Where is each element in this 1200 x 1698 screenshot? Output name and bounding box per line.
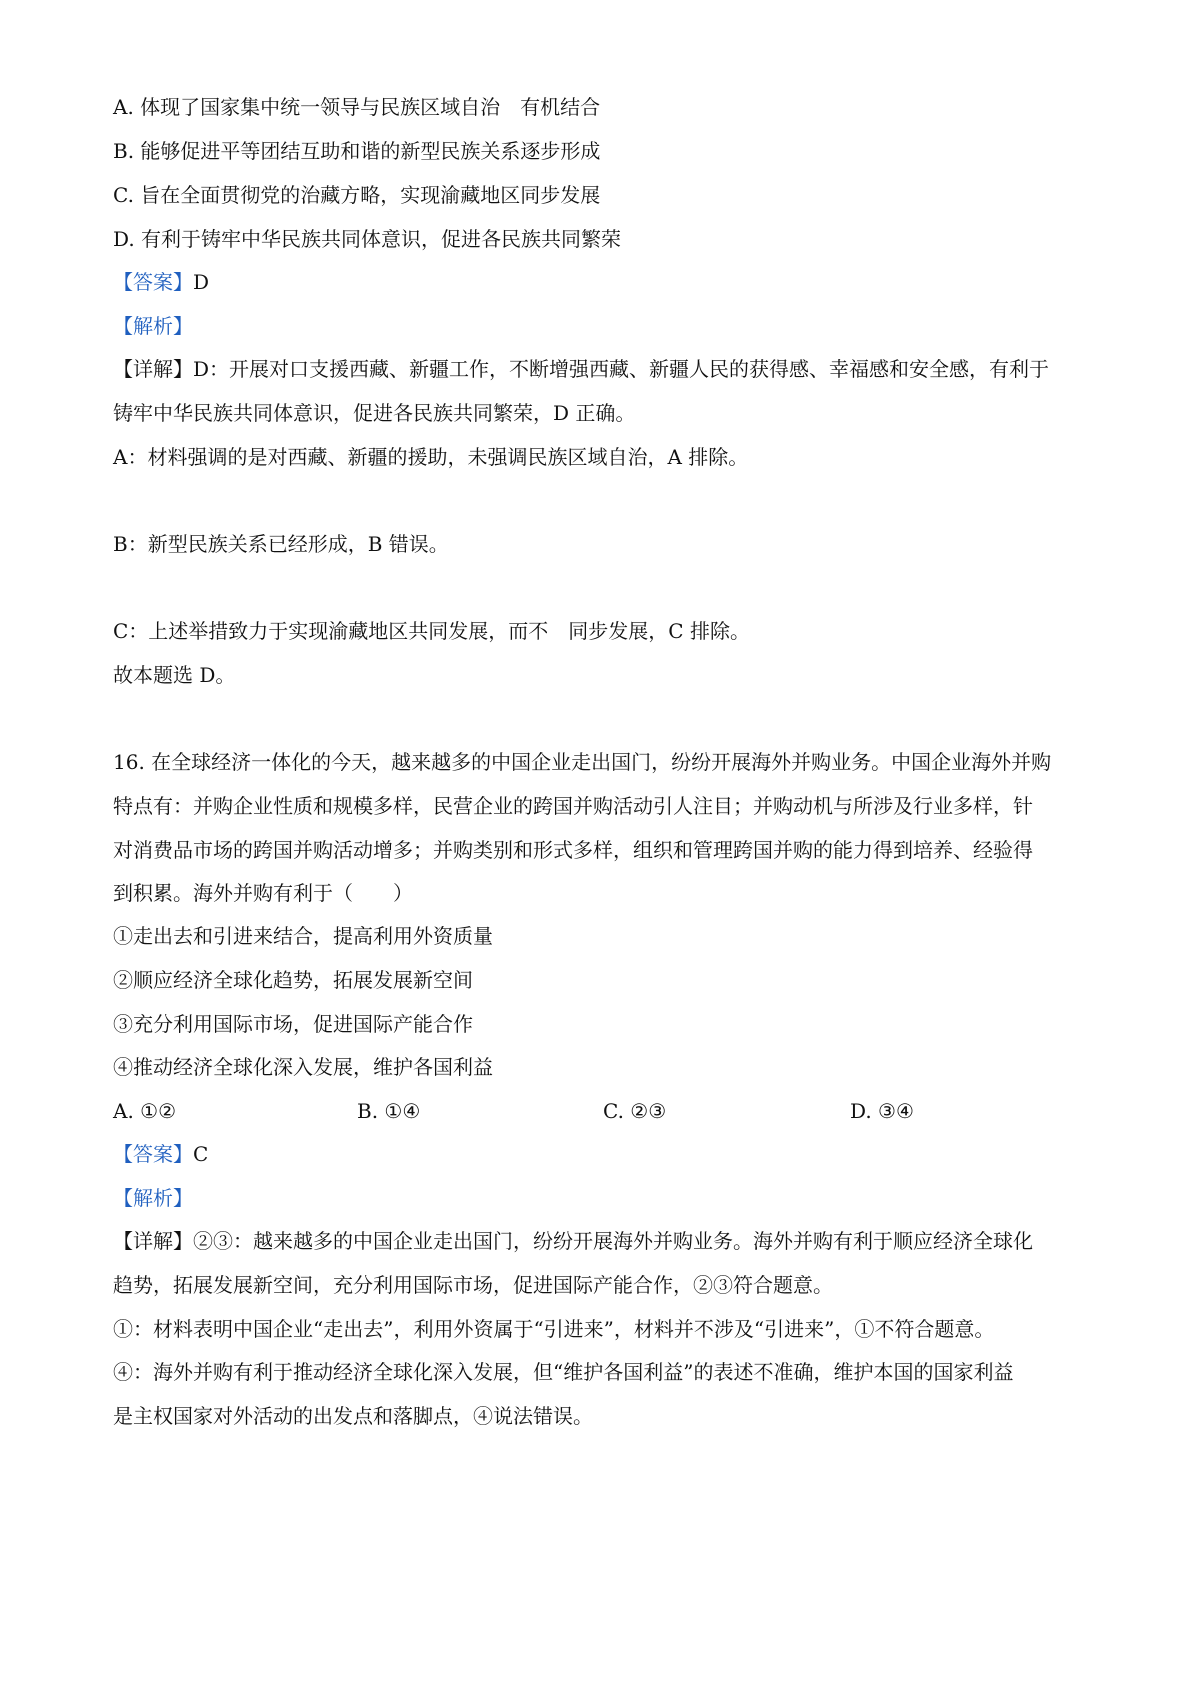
- q16-analysis-tag: 【解析】: [113, 1186, 193, 1210]
- q16-choice-c: C. ②③: [603, 1099, 667, 1123]
- q15-detail-line1: [113, 355, 1049, 383]
- q16-item-4: ④推动经济全球化深入发展，维护各国利益: [113, 1055, 493, 1079]
- detail-text: ②③：越来越多的中国企业走出国门，纷纷开展海外并购业务。海外并购有利于顺应经济全球化: [193, 1229, 1033, 1253]
- q15-answer: [113, 268, 209, 296]
- q16-choice-d: D. ③④: [850, 1099, 914, 1123]
- answer-value: C: [193, 1142, 209, 1166]
- q16-item-1: ①走出去和引进来结合，提高利用外资质量: [113, 924, 493, 948]
- q15-option-b: B. 能够促进平等团结互助和谐的新型民族关系逐步形成: [113, 139, 601, 163]
- q15-conclusion: 故本题选 D。: [113, 663, 236, 687]
- q16-stem-line2: 特点有：并购企业性质和规模多样，民营企业的跨国并购活动引人注目；并购动机与所涉及行业多样，针: [113, 794, 1033, 818]
- q15-option-d: D. 有利于铸牢中华民族共同体意识，促进各民族共同繁荣: [113, 227, 622, 251]
- q15-option-c: C. 旨在全面贯彻党的治藏方略，实现渝藏地区同步发展: [113, 183, 601, 207]
- q15-note-b: B：新型民族关系已经形成，B 错误。: [113, 532, 449, 556]
- q16-note-4-line2: 是主权国家对外活动的出发点和落脚点，④说法错误。: [113, 1404, 593, 1428]
- q16-detail-line1: [113, 1227, 1033, 1255]
- q16-stem-line1: 16. 在全球经济一体化的今天，越来越多的中国企业走出国门，纷纷开展海外并购业务。中国企业海外并购: [113, 750, 1052, 774]
- q16-detail-line2: 趋势，拓展发展新空间，充分利用国际市场，促进国际产能合作，②③符合题意。: [113, 1273, 833, 1297]
- q16-stem-line4: 到积累。海外并购有利于（ ）: [113, 881, 413, 905]
- q16-stem-line3: 对消费品市场的跨国并购活动增多；并购类别和形式多样，组织和管理跨国并购的能力得到培养、经验得: [113, 838, 1033, 862]
- q16-choice-a: A. ①②: [113, 1099, 177, 1123]
- q15-analysis-tag: 【解析】: [113, 314, 193, 338]
- detail-tag: 【详解】: [113, 357, 193, 381]
- detail-tag: 【详解】: [113, 1229, 193, 1253]
- q15-note-a: A：材料强调的是对西藏、新疆的援助，未强调民族区域自治，A 排除。: [113, 445, 749, 469]
- q16-note-4-line1: ④：海外并购有利于推动经济全球化深入发展，但“维护各国利益”的表述不准确，维护本国的国家利益: [113, 1360, 1014, 1384]
- q16-choice-b: B. ①④: [357, 1099, 421, 1123]
- answer-tag: 【答案】: [113, 1142, 193, 1166]
- detail-text: D：开展对口支援西藏、新疆工作，不断增强西藏、新疆人民的获得感、幸福感和安全感，有利于: [193, 357, 1050, 381]
- q16-item-3: ③充分利用国际市场，促进国际产能合作: [113, 1012, 473, 1036]
- answer-value: D: [193, 270, 210, 294]
- q15-note-c: C：上述举措致力于实现渝藏地区共同发展，而不 同步发展，C 排除。: [113, 619, 750, 643]
- answer-tag: 【答案】: [113, 270, 193, 294]
- q16-note-1: ①：材料表明中国企业“走出去”，利用外资属于“引进来”，材料并不涉及“引进来”，①不符合题意。: [113, 1317, 995, 1341]
- q16-answer: [113, 1140, 208, 1168]
- q16-item-2: ②顺应经济全球化趋势，拓展发展新空间: [113, 968, 473, 992]
- q15-option-a: A. 体现了国家集中统一领导与民族区域自治 有机结合: [113, 95, 601, 119]
- q15-detail-line2: 铸牢中华民族共同体意识，促进各民族共同繁荣，D 正确。: [113, 401, 636, 425]
